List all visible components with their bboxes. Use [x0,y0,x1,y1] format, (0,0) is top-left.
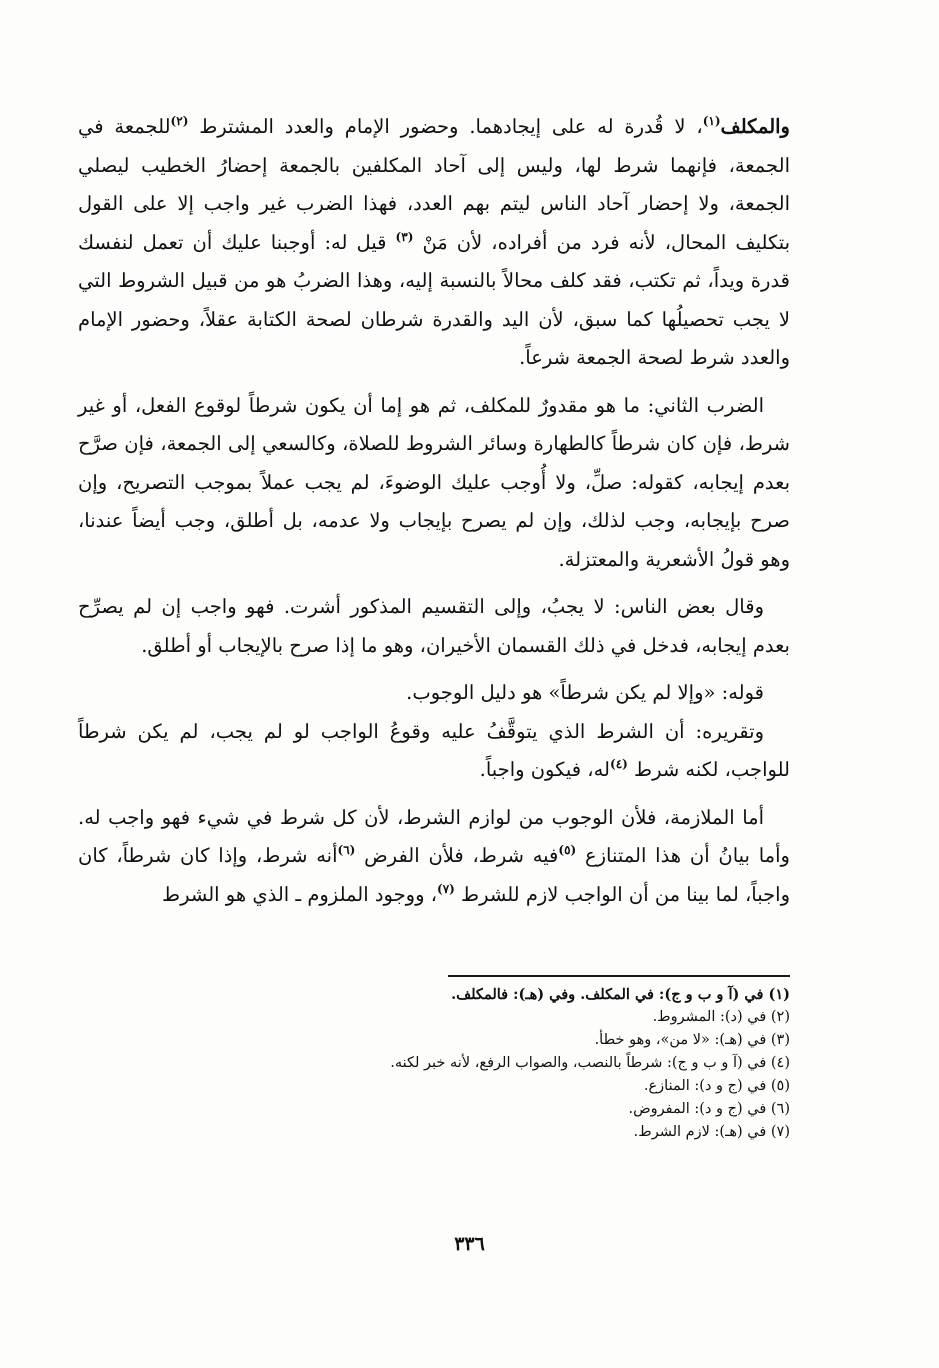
footnote-separator [448,975,790,977]
footnote-3: (٣) في (هـ): «لا من»، وهو خطأ. [594,1032,790,1048]
paragraph-3 [78,588,790,665]
paragraph-text: للجمعة في الجمعة، فإنهما شرط لها، وليس إلى آحاد المكلفين بالجمعة إحضارُ الخطيب ليصلي الجمعة، ولا إحضار آحاد الناس ليتم بهم العدد، فهذا الضرب غير واجب إلا على القول بتكليف المحال، لأنه فرد من أفراده، لأن مَنْ [78,115,791,254]
paragraph-text: أما الملازمة، فلأن الوجوب من لوازم الشرط، لأن كل شرط في شيء فهو واجب له. وأما بيانُ أن هذا المتنازع [78,805,790,867]
paragraph-text: له، فيكون واجباً. [479,758,610,781]
page-number: ٣٣٦ [454,1233,485,1255]
paragraph-text: قيل له: أوجبنا عليك أن تعمل لنفسك قدرة ويداً، ثم تكتب، فقد كلف محالاً بالنسبة إليه، وهذا الضربُ هو من قبيل الشروط التي لا يجب تحصيلُها كما سبق، لأن اليد والقدرة شرطان لصحة الكتابة عقلاً، وحضور الإمام والعدد شرط لصحة الجمعة شرعاً. [78,230,790,369]
footnote-1: (١) في (آ و ب و ج): في المكلف. وفي (هـ): فالمكلف. [451,986,790,1003]
paragraph-5 [78,713,790,790]
lead-word: والمكلف [720,115,790,138]
footnote-2: (٢) في (د): المشروط. [652,1009,790,1025]
main-text [78,108,790,914]
footnote-4: (٤) في (آ و ب و ج): شرطاً بالنصب، والصواب الرفع، لأنه خبر لكنه. [390,1055,790,1071]
footnote-7: (٧) في (هـ): لازم الشرط. [633,1124,790,1140]
footnote-marker: (٧) [437,881,455,896]
footnote-marker: (٣) [395,229,414,244]
footnote-5: (٥) في (ج و د): المنازع. [643,1078,790,1094]
paragraph-2 [78,387,790,580]
footnotes [100,983,790,1144]
footnote-marker: (٦) [337,843,356,857]
paragraph-text: قوله: «وإلا لم يكن شرطاً» هو دليل الوجوب. [406,681,764,704]
footnote-marker: (٢) [170,114,189,128]
paragraph-text: ، ووجود الملزوم ـ الذي هو الشرط [162,882,437,906]
paragraph-6 [78,799,790,915]
footnote-marker: (٤) [610,757,628,771]
paragraph-text: فيه شرط، فلأن الفرض [364,844,559,867]
paragraph-text: أنه شرط، وإذا كان شرطاً، كان واجباً، لما بينا من أن الواجب لازم للشرط [78,844,790,906]
footnote-marker: (١) [702,114,721,128]
paragraph-4 [78,674,790,713]
paragraph-text: وقال بعض الناس: لا يجبُ، وإلى التقسيم المذكور أشرت. فهو واجب إن لم يصرِّح بعدم إيجابه، فدخل في ذلك القسمان الأخيران، وهو ما إذا صرح بالإيجاب أو أطلق. [78,595,790,657]
paragraph-text: ، لا قُدرة له على إيجادهما. وحضور الإمام والعدد المشترط [199,115,703,138]
paragraph-text: الضرب الثاني: ما هو مقدورٌ للمكلف، ثم هو إما أن يكون شرطاً لوقوع الفعل، أو غير شرط، فإن كان شرطاً كالطهارة وسائر الشروط للصلاة، وكالسعي إلى الجمعة، فإن صرَّح بعدم إيجابه، كقوله: صلِّ، ولا أُوجب عليك الوضوءَ، لم يجب عملاً بموجب التصريح، وإن صرح بإيجابه، وجب لذلك، وإن لم يصرح بإيجاب ولا عدمه، بل أطلق، وجب أيضاً عندنا، وهو قولُ الأشعرية والمعتزلة. [78,393,790,571]
footnote-marker: (٥) [558,843,577,857]
paragraph-1 [78,108,790,378]
footnote-6: (٦) في (ج و د): المفروض. [628,1101,790,1117]
paragraph-text: وتقريره: أن الشرط الذي يتوقَّفُ عليه وقوعُ الواجب لو لم يجب، لم يكن شرطاً للواجب، لكنه شرط [78,719,790,781]
